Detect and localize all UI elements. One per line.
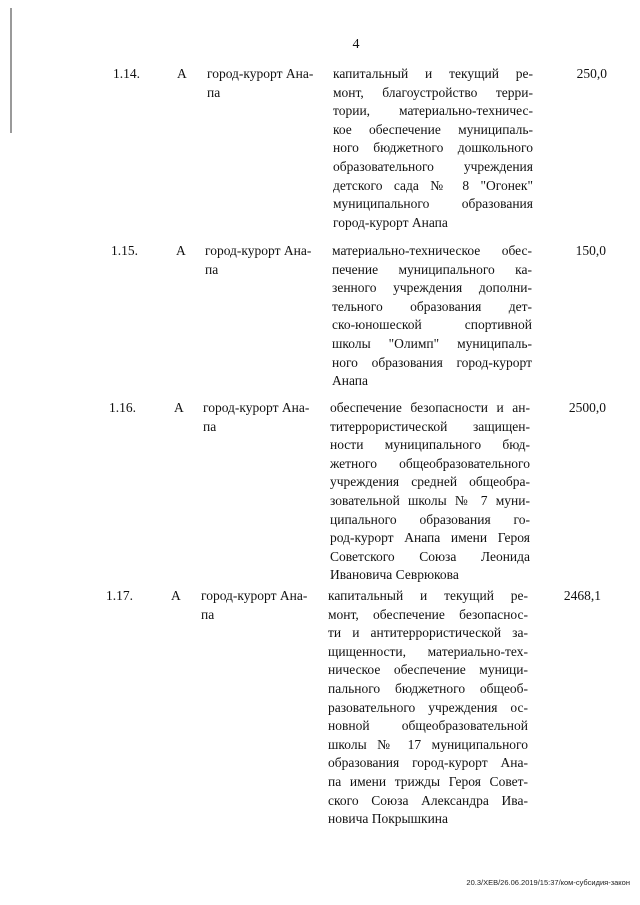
row-description — [330, 399, 530, 585]
scan-margin-line — [10, 8, 12, 133]
description-line: пального бюджетного общеоб- — [328, 680, 528, 696]
description-line: тории, материально-техничес- — [333, 103, 533, 119]
description-line: зовательной школы № 7 муни- — [330, 492, 530, 508]
description-line: материально-техническое обес- — [332, 243, 532, 258]
description-line: кое обеспечение муниципаль- — [333, 121, 533, 137]
description-line: печение муниципального ка- — [332, 261, 532, 277]
row-amount: 2500,0 — [568, 400, 606, 415]
row-amount: 250,0 — [576, 66, 607, 81]
row-number: 1.14. — [113, 66, 140, 81]
row-number: 1.17. — [106, 588, 133, 603]
row-number: 1.16. — [109, 400, 136, 415]
description-line: зенного учреждения дополни- — [332, 280, 532, 296]
municipality-line: па — [201, 606, 215, 622]
description-line: муниципального образования — [333, 196, 533, 212]
municipality-line: па — [205, 261, 219, 277]
page-number: 4 — [352, 37, 360, 52]
row-category: А — [174, 400, 184, 415]
municipality-line: город-курорт Ана- — [201, 588, 308, 603]
description-line: обеспечение безопасности и ан- — [330, 400, 530, 415]
row-municipality — [203, 399, 315, 436]
municipality-line: па — [203, 418, 217, 434]
description-line: монт, благоустройство терри- — [333, 84, 533, 100]
description-line: па имени трижды Героя Совет- — [328, 773, 528, 789]
description-line: ти и антитеррористической за- — [328, 625, 528, 641]
row-municipality — [201, 587, 313, 624]
description-line: школы № 17 муниципального — [328, 736, 528, 752]
description-line: образовательного учреждения — [333, 158, 533, 174]
description-line: новной общеобразовательной — [328, 718, 528, 734]
description-line: род-курорт Анапа имени Героя — [330, 530, 530, 546]
row-municipality — [207, 65, 319, 102]
description-line: ципального образования го- — [330, 511, 530, 527]
description-line: Ивановича Севрюкова — [330, 567, 459, 583]
description-line: разовательного учреждения ос- — [328, 699, 528, 715]
description-line: Советского Союза Леонида — [330, 548, 530, 564]
row-description — [332, 242, 532, 391]
municipality-line: город-курорт Ана- — [207, 66, 314, 81]
description-line: ности муниципального бюд- — [330, 437, 530, 453]
row-description — [328, 587, 528, 829]
row-category: А — [171, 588, 181, 603]
description-line: тельного образования дет- — [332, 298, 532, 314]
description-line: ского Союза Александра Ива- — [328, 792, 528, 808]
description-line: ско-юношеской спортивной — [332, 317, 532, 333]
description-line: жетного общеобразовательного — [330, 455, 530, 471]
description-line: монт, обеспечение безопаснос- — [328, 606, 528, 622]
municipality-line: город-курорт Ана- — [205, 243, 312, 258]
row-category: А — [176, 243, 186, 258]
municipality-line: па — [207, 84, 221, 100]
description-line: школы "Олимп" муниципаль- — [332, 335, 532, 351]
row-category: А — [177, 66, 187, 81]
document-footer-code: 20.3/XEB/26.06.2019/15:37/ком-субсидия-закон — [466, 878, 630, 887]
description-line: новича Покрышкина — [328, 811, 449, 827]
row-number: 1.15. — [111, 243, 138, 258]
row-municipality — [205, 242, 317, 279]
description-line: капитальный и текущий ре- — [328, 588, 528, 603]
description-line: образования город-курорт Ана- — [328, 755, 528, 771]
description-line: капитальный и текущий ре- — [333, 66, 533, 81]
description-line: ническое обеспечение муници- — [328, 662, 528, 678]
description-line: ного образования город-курорт — [332, 354, 532, 370]
row-amount: 150,0 — [575, 243, 606, 258]
row-amount: 2468,1 — [563, 588, 601, 603]
description-line: детского сада № 8 "Огонек" — [333, 177, 533, 193]
description-line: Анапа — [332, 373, 369, 389]
row-description — [333, 65, 533, 232]
description-line: титеррористической защищен- — [330, 418, 530, 434]
description-line: ного бюджетного дошкольного — [333, 140, 533, 156]
description-line: город-курорт Анапа — [333, 214, 448, 230]
municipality-line: город-курорт Ана- — [203, 400, 310, 415]
description-line: учреждения средней общеобра- — [330, 474, 530, 490]
description-line: щищенности, материально-тех- — [328, 643, 528, 659]
